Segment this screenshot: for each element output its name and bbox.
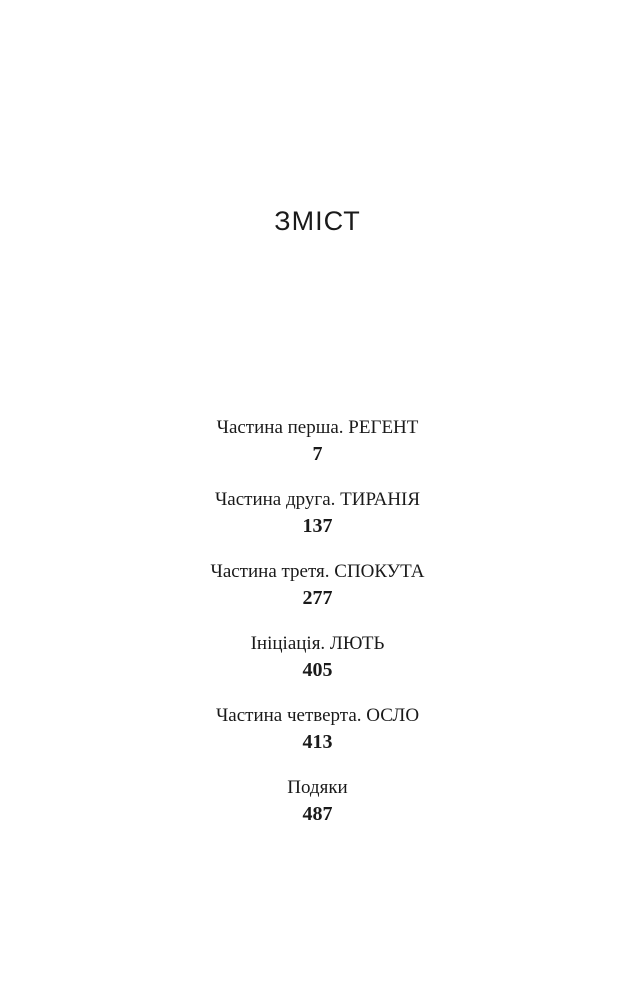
toc-entry xyxy=(0,630,635,702)
toc-entry-page-number: 487 xyxy=(302,803,333,825)
toc-entry-page-number: 7 xyxy=(312,443,323,465)
toc-entry-title: Частина третя. СПОКУТА xyxy=(210,561,425,582)
toc-entry xyxy=(0,702,635,774)
toc-entry xyxy=(0,486,635,558)
page-title: ЗМІСТ xyxy=(274,206,361,236)
toc-entry xyxy=(0,774,635,846)
toc-entry-title: Частина перша. РЕГЕНТ xyxy=(216,417,419,438)
toc-entry-page-number: 405 xyxy=(302,659,333,681)
toc-entry xyxy=(0,414,635,486)
toc-entry xyxy=(0,558,635,630)
toc-entry-page-number: 137 xyxy=(302,515,333,537)
toc-entry-title: Подяки xyxy=(287,777,348,798)
table-of-contents xyxy=(0,414,635,846)
toc-entry-page-number: 277 xyxy=(302,587,333,609)
toc-entry-page-number: 413 xyxy=(302,731,333,753)
toc-entry-title: Ініціація. ЛЮТЬ xyxy=(250,633,385,654)
toc-entry-title: Частина четверта. ОСЛО xyxy=(215,705,420,726)
toc-entry-title: Частина друга. ТИРАНІЯ xyxy=(214,489,421,510)
